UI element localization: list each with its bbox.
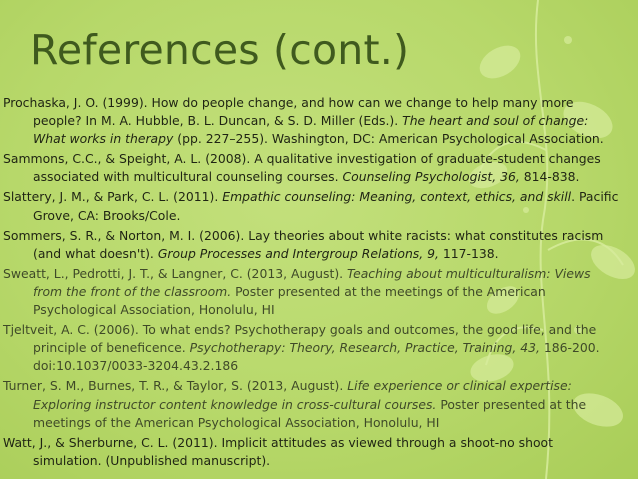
reference-italic-text: Psychotherapy: Theory, Research, Practice, Training, 43, bbox=[189, 340, 540, 356]
reference-item bbox=[0, 150, 620, 186]
reference-text: Slattery, J. M., & Park, C. L. (2011). bbox=[3, 189, 223, 205]
reference-text: 117-138. bbox=[438, 245, 499, 261]
reference-text: Sweatt, L., Pedrotti, J. T., & Langner, C. (2013, August). bbox=[3, 265, 348, 281]
reference-item bbox=[0, 434, 620, 470]
reference-text: Sommers, S. R., & Norton, M. I. (2006). Lay theories about white racists: what constitutes racism (and what doesn't). bbox=[3, 227, 604, 261]
reference-text: . Pacific Grove, CA: Brooks/Cole. bbox=[33, 189, 619, 223]
reference-italic-text: Life experience or clinical expertise: Exploring instructor content knowledge in cross-cultural courses. bbox=[33, 378, 572, 412]
reference-text: (pp. 227–255). Washington, DC: American Psychological Association. bbox=[173, 131, 604, 147]
reference-italic-text: Empathic counseling: Meaning, context, ethics, and skill bbox=[222, 189, 572, 205]
reference-item bbox=[0, 321, 620, 375]
reference-text: Poster presented at the meetings of the American Psychological Association, Honolulu, HI bbox=[33, 283, 546, 318]
reference-item bbox=[0, 227, 620, 263]
reference-item bbox=[0, 188, 620, 224]
reference-text: Watt, J., & Sherburne, C. L. (2011). Implicit attitudes as viewed through a shoot-no shoot simulation. (Unpublished manuscript). bbox=[3, 434, 553, 468]
slide-title: References (cont.) bbox=[30, 26, 410, 74]
reference-text: Turner, S. M., Burnes, T. R., & Taylor, S. (2013, August). bbox=[3, 378, 348, 394]
reference-item bbox=[0, 377, 620, 431]
reference-text: 814-838. bbox=[519, 169, 580, 185]
reference-italic-text: Teaching about multiculturalism: Views from the front of the classroom. bbox=[33, 265, 591, 299]
reference-text: Poster presented at the meetings of the American Psychological Association, Honolulu, HI bbox=[33, 396, 587, 430]
reference-italic-text: Group Processes and Intergroup Relations, 9, bbox=[157, 245, 439, 261]
reference-text: Sammons, C.C., & Speight, A. L. (2008). A qualitative investigation of graduate-student changes associated with multicultural counseling courses. bbox=[3, 151, 601, 185]
reference-list bbox=[0, 94, 620, 472]
reference-italic-text: Counseling Psychologist, 36, bbox=[342, 169, 520, 185]
reference-text: Tjeltveit, A. C. (2006). To what ends? Psychotherapy goals and outcomes, the good life, and the principle of beneficence. bbox=[3, 322, 597, 356]
reference-item bbox=[0, 265, 620, 319]
reference-text: Prochaska, J. O. (1999). How do people change, and how can we change to help many more people? In M. A. Hubble, B. L. Duncan, & S. D. Miller (Eds.). bbox=[3, 95, 574, 129]
reference-text: 186-200. doi:10.1037/0033-3204.43.2.186 bbox=[33, 340, 600, 374]
reference-italic-text: The heart and soul of change: What works in therapy bbox=[33, 113, 589, 147]
reference-item bbox=[0, 94, 620, 148]
